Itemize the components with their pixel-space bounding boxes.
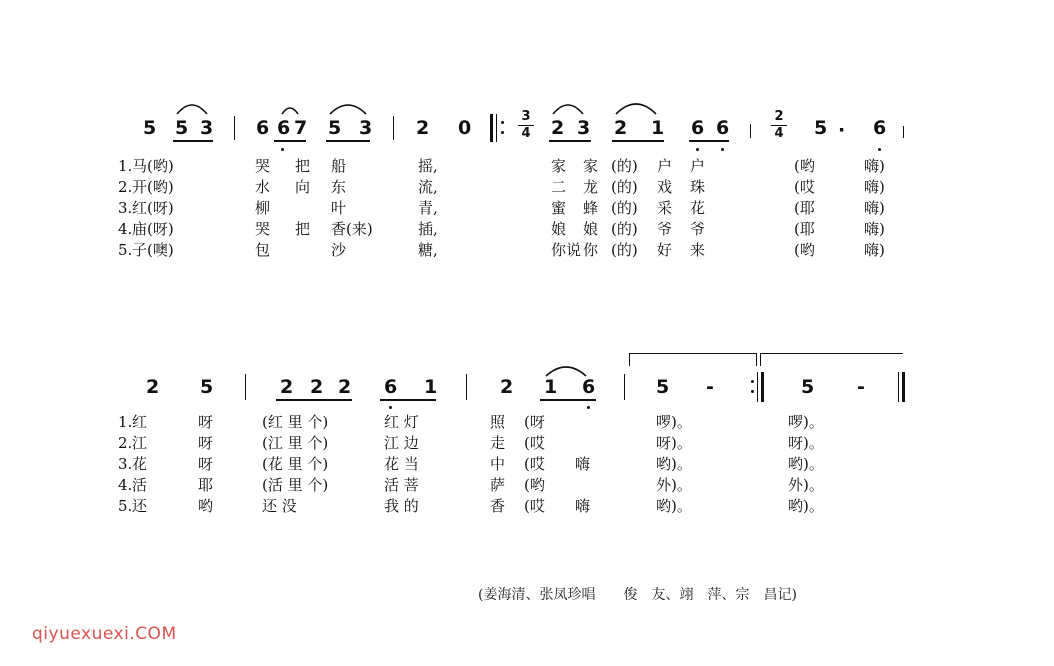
lyric-syllable: 外)。 xyxy=(788,476,824,494)
note: 5 xyxy=(143,117,157,139)
note: 6 xyxy=(691,117,705,139)
lyric-syllable: 庙(呀) xyxy=(132,220,174,238)
lyric-syllable: 流, xyxy=(418,178,438,196)
lyric-syllable: 外)。 xyxy=(656,476,692,494)
lyric-syllable: 啰)。 xyxy=(656,413,692,431)
lyric-syllable: 江 边 xyxy=(384,434,419,452)
lyric-syllable: 哭 xyxy=(255,220,271,238)
final-bar-thin xyxy=(898,372,899,402)
lyric-syllable: 嗨) xyxy=(864,157,885,175)
lyric-syllable: 娘 xyxy=(551,220,567,238)
lyric-syllable: 呀)。 xyxy=(788,434,824,452)
note: 2 xyxy=(146,376,160,398)
lyric-syllable: 5. xyxy=(118,241,133,259)
ts-bottom: 4 xyxy=(521,126,531,141)
note: 0 xyxy=(458,117,472,139)
repeat-end-bar xyxy=(761,372,764,402)
note: 2 xyxy=(280,376,294,398)
note: 5 xyxy=(801,376,815,398)
lyric-syllable: 哟)。 xyxy=(788,497,824,515)
note: 5 xyxy=(656,376,670,398)
note: 6 xyxy=(873,117,887,139)
lyric-syllable: 萨 xyxy=(490,476,506,494)
lyric-syllable: 红 xyxy=(132,413,148,431)
lyric-syllable: 家 xyxy=(583,157,599,175)
bar-line xyxy=(466,374,467,400)
lyric-syllable: (哎 xyxy=(524,434,545,452)
lyric-syllable: 哟)。 xyxy=(788,455,824,473)
lyric-syllable: 还 没 xyxy=(262,497,297,515)
note: 1 xyxy=(651,117,665,139)
lyric-syllable: 4. xyxy=(118,220,133,238)
lyric-syllable: 3. xyxy=(118,199,133,217)
note: - xyxy=(706,376,714,398)
lyric-syllable: 哟)。 xyxy=(656,455,692,473)
lyric-syllable: 还 xyxy=(132,497,148,515)
lyric-syllable: 1. xyxy=(118,157,133,175)
lyric-syllable: 红 灯 xyxy=(384,413,419,431)
lyric-syllable: 花 xyxy=(690,199,706,217)
repeat-dot xyxy=(751,380,754,383)
low-dot xyxy=(587,406,590,409)
low-dot xyxy=(389,406,392,409)
lyric-syllable: (的) xyxy=(611,220,638,238)
lyric-syllable: 沙 xyxy=(331,241,347,259)
lyric-syllable: (耶 xyxy=(794,220,815,238)
ts-bottom: 4 xyxy=(774,126,784,141)
lyric-syllable: 东 xyxy=(331,178,347,196)
beam xyxy=(540,399,596,401)
lyric-syllable: 珠 xyxy=(690,178,706,196)
lyric-syllable: 嗨) xyxy=(864,199,885,217)
lyric-syllable: 嗨 xyxy=(575,455,591,473)
lyric-syllable: 呀)。 xyxy=(656,434,692,452)
note: 2 xyxy=(416,117,430,139)
note: 2 xyxy=(614,117,628,139)
lyric-syllable: (哟 xyxy=(794,157,815,175)
lyric-syllable: 糖, xyxy=(418,241,438,259)
lyric-syllable: (花 里 个) xyxy=(262,455,329,473)
note: 1 xyxy=(544,376,558,398)
note: - xyxy=(857,376,865,398)
lyric-syllable: 香 xyxy=(490,497,506,515)
lyric-syllable: 呀 xyxy=(198,455,214,473)
note: 5 xyxy=(175,117,189,139)
lyric-syllable: 哟 xyxy=(198,497,214,515)
lyric-syllable: 户 xyxy=(657,157,673,175)
lyric-syllable: (哟 xyxy=(524,476,545,494)
lyric-syllable: 活 菩 xyxy=(384,476,419,494)
lyric-syllable: 嗨) xyxy=(864,241,885,259)
lyric-syllable: 开(哟) xyxy=(132,178,174,196)
lyric-syllable: 香(来) xyxy=(331,220,373,238)
beam xyxy=(380,399,436,401)
lyric-syllable: 江 xyxy=(132,434,148,452)
final-bar xyxy=(902,372,905,402)
lyric-syllable: 插, xyxy=(418,220,438,238)
lyric-syllable: 采 xyxy=(657,199,673,217)
lyric-syllable: 爷 xyxy=(657,220,673,238)
beam xyxy=(276,399,352,401)
lyric-syllable: 啰)。 xyxy=(788,413,824,431)
note: 1 xyxy=(424,376,438,398)
lyric-syllable: 哟)。 xyxy=(656,497,692,515)
note: 5 xyxy=(328,117,342,139)
lyric-syllable: (红 里 个) xyxy=(262,413,329,431)
lyric-syllable: 嗨 xyxy=(575,497,591,515)
lyric-syllable: 5. xyxy=(118,497,133,515)
lyric-syllable: 呀 xyxy=(198,434,214,452)
lyrics-block-2 xyxy=(0,414,1054,524)
lyric-syllable: (的) xyxy=(611,178,638,196)
lyric-syllable: (的) xyxy=(611,241,638,259)
lyric-syllable: 向 xyxy=(295,178,311,196)
lyric-syllable: (哟 xyxy=(794,241,815,259)
lyric-syllable: 嗨) xyxy=(864,178,885,196)
lyric-syllable: 蜜 xyxy=(551,199,567,217)
augmentation-dot: · xyxy=(838,119,846,141)
lyric-syllable: 爷 xyxy=(690,220,706,238)
note: 3 xyxy=(200,117,214,139)
note: 6 xyxy=(384,376,398,398)
lyric-syllable: 二 xyxy=(551,178,567,196)
bar-line xyxy=(245,374,246,400)
lyric-syllable: 照 xyxy=(490,413,506,431)
lyric-syllable: 娘 xyxy=(583,220,599,238)
note: 5 xyxy=(200,376,214,398)
lyric-syllable: (哎 xyxy=(524,455,545,473)
lyric-syllable: 摇, xyxy=(418,157,438,175)
lyric-syllable: 来 xyxy=(690,241,706,259)
lyric-syllable: 柳 xyxy=(255,199,271,217)
lyric-syllable: 走 xyxy=(490,434,506,452)
bar-line xyxy=(624,374,625,400)
lyric-syllable: 水 xyxy=(255,178,271,196)
lyric-syllable: 2. xyxy=(118,178,133,196)
lyric-syllable: 把 xyxy=(295,157,311,175)
lyric-syllable: 2. xyxy=(118,434,133,452)
ts-top: 2 xyxy=(774,109,784,124)
lyric-syllable: (哎 xyxy=(524,497,545,515)
lyric-syllable: 包 xyxy=(255,241,271,259)
lyric-syllable: 哭 xyxy=(255,157,271,175)
lyric-syllable: 青, xyxy=(418,199,438,217)
lyric-syllable: 你说 xyxy=(551,241,582,259)
lyric-syllable: 花 当 xyxy=(384,455,419,473)
note: 6 xyxy=(716,117,730,139)
note: 2 xyxy=(338,376,352,398)
note: 2 xyxy=(551,117,565,139)
note: 3 xyxy=(359,117,373,139)
lyric-syllable: (的) xyxy=(611,199,638,217)
lyric-syllable: (哎 xyxy=(794,178,815,196)
note: 6 xyxy=(256,117,270,139)
lyric-syllable: 好 xyxy=(657,241,673,259)
lyric-syllable: 叶 xyxy=(331,199,347,217)
lyric-syllable: (耶 xyxy=(794,199,815,217)
lyric-syllable: 户 xyxy=(690,157,706,175)
watermark: qiyuexuexi.COM xyxy=(32,624,177,644)
lyric-syllable: (呀 xyxy=(524,413,545,431)
lyric-syllable: (的) xyxy=(611,157,638,175)
note: 5 xyxy=(814,117,828,139)
note: 2 xyxy=(500,376,514,398)
note: 2 xyxy=(310,376,324,398)
lyric-syllable: 龙 xyxy=(583,178,599,196)
note: 6 xyxy=(582,376,596,398)
note: 6 xyxy=(277,117,291,139)
lyric-syllable: (活 里 个) xyxy=(262,476,329,494)
slurs-row-2 xyxy=(0,352,1054,382)
lyric-syllable: 我 的 xyxy=(384,497,419,515)
lyric-syllable: 把 xyxy=(295,220,311,238)
repeat-dot xyxy=(751,390,754,393)
lyric-syllable: 活 xyxy=(132,476,148,494)
lyric-syllable: 嗨) xyxy=(864,220,885,238)
lyric-syllable: 中 xyxy=(490,455,506,473)
lyric-syllable: 戏 xyxy=(657,178,673,196)
lyric-syllable: 红(呀) xyxy=(132,199,174,217)
lyric-syllable: 马(哟) xyxy=(132,157,174,175)
lyric-syllable: 蜂 xyxy=(583,199,599,217)
lyric-syllable: 1. xyxy=(118,413,133,431)
lyric-syllable: 花 xyxy=(132,455,148,473)
lyric-syllable: 3. xyxy=(118,455,133,473)
lyric-syllable: 子(噢) xyxy=(132,241,174,259)
lyric-syllable: (江 里 个) xyxy=(262,434,329,452)
lyric-syllable: 4. xyxy=(118,476,133,494)
note: 3 xyxy=(577,117,591,139)
repeat-end-bar-thin xyxy=(757,372,758,402)
lyric-syllable: 耶 xyxy=(198,476,214,494)
lyric-syllable: 你 xyxy=(583,241,599,259)
lyric-syllable: 家 xyxy=(551,157,567,175)
note: 7 xyxy=(294,117,308,139)
lyric-syllable: 呀 xyxy=(198,413,214,431)
lyric-syllable: 船 xyxy=(331,157,347,175)
ts-top: 3 xyxy=(521,109,531,124)
credits: (姜海清、张凤珍唱 俊 友、翊 萍、宗 昌记) xyxy=(478,587,797,603)
